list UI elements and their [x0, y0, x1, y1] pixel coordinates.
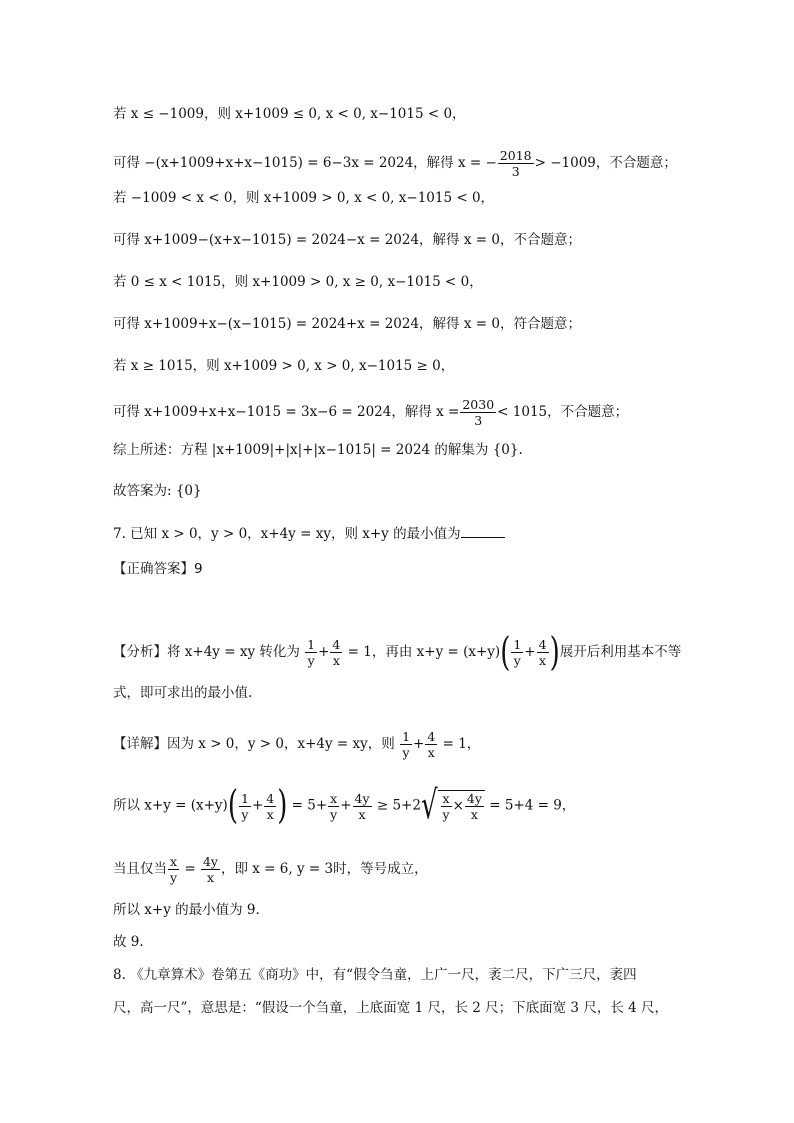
- analysis-line: [113, 630, 682, 675]
- denominator: 3: [474, 413, 483, 428]
- denominator: x: [332, 653, 340, 668]
- text-segment: 【分析】将 x+4y = xy 转化为: [113, 644, 300, 660]
- numerator: x: [330, 790, 338, 806]
- fraction: [498, 148, 534, 179]
- denominator: x: [470, 807, 478, 822]
- summary-line: 综上所述：方程 |x+1009|+|x|+|x−1015| = 2024 的解集为 {0}.: [113, 442, 523, 458]
- analysis-continuation: 式，即可求出的最小值.: [113, 685, 253, 701]
- fraction: [305, 637, 317, 668]
- text-segment: 【详解】因为 x > 0，y > 0，x+4y = xy，则: [113, 736, 395, 752]
- fraction: [328, 791, 339, 822]
- fraction: [330, 637, 342, 668]
- question-8-line-1: 8. 《九章算术》卷第五《商功》中，有“假令刍童，上广一尺，袤二尺，下广三尺，袤四: [113, 967, 637, 983]
- times-sign: ×: [452, 798, 464, 814]
- denominator: x: [358, 806, 366, 822]
- numerator: x: [170, 854, 178, 869]
- text-segment: = 5+4 = 9，: [489, 797, 576, 814]
- text-segment: 当且仅当: [113, 861, 167, 877]
- denominator: y: [442, 807, 450, 822]
- plus-sign: +: [413, 736, 425, 752]
- text-segment: 可得 x+1009+x+x−1015 = 3x−6 = 2024，解得 x =: [113, 404, 460, 420]
- paren-left: (: [227, 783, 238, 829]
- text-segment: 展开后利用基本不等: [559, 644, 682, 660]
- question-text: 7. 已知 x > 0，y > 0，x+4y = xy，则 x+y 的最小值为: [113, 526, 461, 542]
- plus-sign: +: [251, 797, 264, 814]
- numerator: 4: [332, 637, 341, 652]
- text-segment: > −1009，不合题意；: [534, 155, 677, 171]
- denominator: y: [513, 653, 521, 668]
- numerator: 2018: [499, 148, 532, 163]
- paren-right: ): [277, 783, 288, 829]
- fraction: [239, 791, 251, 822]
- radical-sign: √: [420, 783, 438, 829]
- fraction: [201, 854, 220, 885]
- answer-line: 故答案为: {0}: [113, 483, 202, 499]
- numerator: 1: [513, 637, 522, 652]
- numerator: 4y: [202, 854, 218, 869]
- denominator: y: [330, 806, 338, 822]
- text-segment: 可得 −(x+1009+x+x−1015) = 6−3x = 2024，解得 x = −: [113, 155, 497, 171]
- denominator: 3: [511, 164, 520, 179]
- text-segment: ，即 x = 6, y = 3时，等号成立，: [220, 861, 428, 877]
- numerator: 4: [538, 637, 547, 652]
- numerator: 1: [240, 790, 249, 806]
- paren-right: ): [549, 630, 560, 675]
- fraction: [425, 729, 437, 760]
- case-1-condition: 若 x ≤ −1009，则 x+1009 ≤ 0, x < 0, x−1015 < 0，: [113, 106, 466, 122]
- case-4-condition: 若 x ≥ 1015，则 x+1009 > 0, x > 0, x−1015 ≥ 0，: [113, 358, 455, 374]
- answer-blank: [461, 523, 505, 538]
- numerator: 1: [402, 729, 411, 744]
- fraction: [465, 791, 484, 822]
- paren-left: (: [500, 630, 511, 675]
- denominator: x: [539, 653, 547, 668]
- fraction: [168, 854, 179, 885]
- numerator: 4: [427, 729, 436, 744]
- minimum-value-line: 所以 x+y 的最小值为 9.: [113, 902, 260, 918]
- numerator: x: [442, 791, 450, 806]
- detail-line: [113, 729, 480, 760]
- fraction: [537, 637, 549, 668]
- case-2-condition: 若 −1009 < x < 0，则 x+1009 > 0, x < 0, x−1015 < 0，: [113, 190, 495, 206]
- numerator: 1: [307, 637, 316, 652]
- derivation-line: [113, 783, 576, 829]
- text-segment: = 5+: [291, 797, 328, 814]
- numerator: 4: [266, 790, 275, 806]
- fraction: [353, 791, 372, 822]
- case-1-solution: [113, 148, 677, 179]
- denominator: x: [427, 745, 435, 760]
- numerator: 2030: [462, 397, 495, 412]
- fraction: [264, 791, 276, 822]
- equality-condition: 当且仅当 $\frac{x}{y}$ = $\frac{4y}{x}$ ，即 x = 6, y = 3时，等号成立，: [113, 854, 428, 885]
- fraction: [460, 397, 496, 428]
- denominator: y: [307, 653, 315, 668]
- text-segment: ≥ 5+2: [376, 797, 421, 814]
- case-4-solution: [113, 397, 628, 428]
- numerator: 4y: [354, 790, 370, 806]
- denominator: x: [266, 806, 274, 822]
- plus-sign: +: [340, 797, 352, 814]
- fraction: [441, 791, 452, 822]
- radicand: [438, 790, 485, 822]
- text-segment: = 1，再由 x+y = (x+y): [347, 644, 501, 660]
- conclusion-line: 故 9.: [113, 934, 144, 950]
- correct-answer: 【正确答案】9: [113, 561, 203, 577]
- text-segment: 所以 x+y = (x+y): [113, 797, 228, 814]
- text-segment: < 1015，不合题意；: [497, 404, 629, 420]
- question-7: [113, 523, 505, 544]
- case-3-condition: 若 0 ≤ x < 1015，则 x+1009 > 0, x ≥ 0, x−1015 < 0，: [113, 274, 483, 290]
- question-8-line-2: 尺，高一尺”，意思是：“假设一个刍童，上底面宽 1 尺，长 2 尺；下底面宽 3 尺，长 4 尺，: [113, 1000, 668, 1016]
- denominator: y: [241, 806, 249, 822]
- text-segment: = 1，: [442, 736, 481, 752]
- denominator: x: [206, 870, 214, 885]
- denominator: y: [402, 745, 410, 760]
- fraction: [400, 729, 412, 760]
- case-2-solution: 可得 x+1009−(x+x−1015) = 2024−x = 2024，解得 x = 0，不合题意；: [113, 232, 581, 248]
- denominator: y: [170, 870, 178, 885]
- plus-sign: +: [524, 644, 536, 660]
- plus-sign: +: [318, 644, 330, 660]
- fraction: [511, 637, 523, 668]
- numerator: 4y: [466, 791, 482, 806]
- case-3-solution: 可得 x+1009+x−(x−1015) = 2024+x = 2024，解得 x = 0，符合题意；: [113, 316, 581, 332]
